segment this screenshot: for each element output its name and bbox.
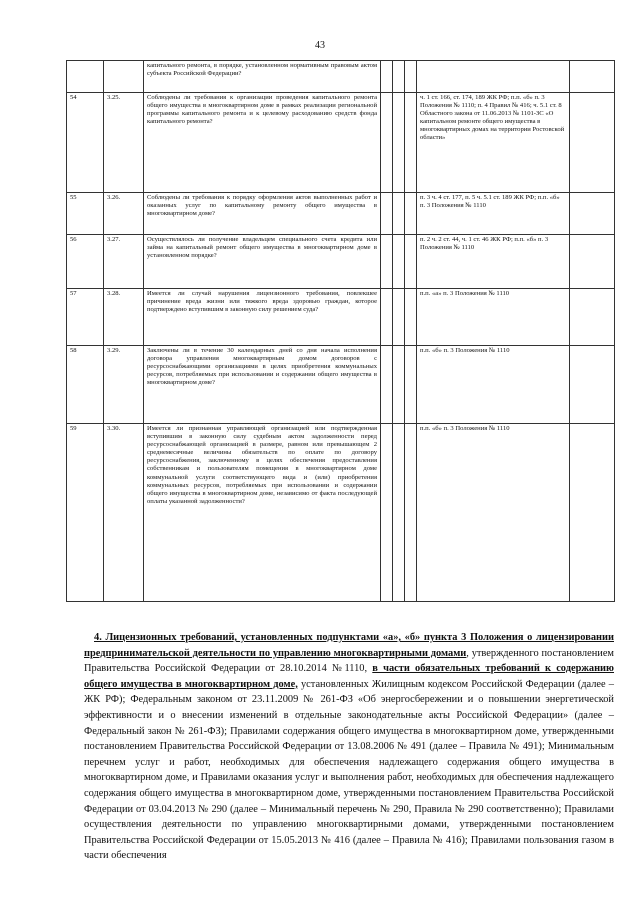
answer-yes-cell — [381, 61, 393, 93]
item-number-cell: 3.30. — [104, 424, 144, 602]
reference-cell: ч. 1 ст. 166, ст. 174, 189 ЖК РФ; п.п. «б» п. 3 Положения № 1110; п. 4 Правил № 416; ч. 5.1 ст. 8 Областного закона от 11.06.2013 № 1101-ЗС «О капитальном ремонте общего имущества в многоквартирных домах на территории Ростовской области» — [417, 93, 570, 193]
table-row — [67, 93, 615, 193]
table-row — [67, 235, 615, 289]
answer-no-cell — [393, 346, 405, 424]
note-cell — [570, 61, 615, 93]
note-cell — [570, 93, 615, 193]
table-row — [67, 193, 615, 235]
section-4-emphasis: в части обязательных требований к содержанию общего имущества в многоквартирном доме, — [84, 663, 614, 690]
reference-cell: п.п. «б» п. 3 Положения № 1110 — [417, 346, 570, 424]
answer-no-cell — [393, 61, 405, 93]
answer-no-cell — [393, 193, 405, 235]
item-number-cell: 3.25. — [104, 93, 144, 193]
answer-na-cell — [405, 235, 417, 289]
note-cell — [570, 289, 615, 346]
answer-yes-cell — [381, 424, 393, 602]
reference-cell: п.п. «а» п. 3 Положения № 1110 — [417, 289, 570, 346]
question-cell: Имеется ли случай нарушения лицензионного требования, повлекшее причинение вреда жизни или тяжкого вреда здоровью граждан, которое подтверждено вступившим в законную силу решением суда? — [144, 289, 381, 346]
row-number-cell: 56 — [67, 235, 104, 289]
answer-yes-cell — [381, 235, 393, 289]
answer-yes-cell — [381, 346, 393, 424]
row-number-cell: 55 — [67, 193, 104, 235]
reference-cell: п.п. «б» п. 3 Положения № 1110 — [417, 424, 570, 602]
item-number-cell — [104, 61, 144, 93]
section-4 — [84, 630, 614, 864]
reference-cell: п. 3 ч. 4 ст. 177, п. 5 ч. 5.1 ст. 189 ЖК РФ; п.п. «б» п. 3 Положения № 1110 — [417, 193, 570, 235]
answer-na-cell — [405, 193, 417, 235]
section-4-heading: 4. Лицензионных требований, установленных подпунктами «а», «б» пункта 3 Положения о лицензировании предпринимательской деятельности по управлению многоквартирными домами — [84, 632, 614, 659]
answer-na-cell — [405, 93, 417, 193]
reference-cell: п. 2 ч. 2 ст. 44, ч. 1 ст. 46 ЖК РФ; п.п. «б» п. 3 Положения № 1110 — [417, 235, 570, 289]
table-row — [67, 424, 615, 602]
question-cell: Соблюдены ли требования к организации проведения капитального ремонта общего имущества в многоквартирном доме в рамках реализации региональной программы капитального ремонта и к целевому расходованию средств фонда капитального ремонта? — [144, 93, 381, 193]
answer-yes-cell — [381, 93, 393, 193]
row-number-cell — [67, 61, 104, 93]
answer-yes-cell — [381, 193, 393, 235]
answer-na-cell — [405, 346, 417, 424]
note-cell — [570, 424, 615, 602]
answer-no-cell — [393, 93, 405, 193]
question-cell: Имеется ли признанная управляющей организацией или подтвержденная вступившим в законную силу судебным актом задолженности перед ресурсоснабжающей организацией в размере, равном или превышающем 2 среднемесячные величины обязательств по оплате по договору ресурсоснабжения, заключенному в целях обеспечения предоставления собственникам и пользователям помещения в многоквартирном доме коммунальной услуги соответствующего вида и (или) приобретения коммунальных ресурсов, потребляемых при использовании и содержании общего имущества в многоквартирном доме, независимо от факта последующей оплаты указанной задолженности? — [144, 424, 381, 602]
item-number-cell: 3.28. — [104, 289, 144, 346]
note-cell — [570, 235, 615, 289]
row-number-cell: 58 — [67, 346, 104, 424]
answer-na-cell — [405, 61, 417, 93]
row-number-cell: 54 — [67, 93, 104, 193]
table-row — [67, 346, 615, 424]
question-cell: Соблюдены ли требования к порядку оформления актов выполненных работ и оказанных услуг по капитальному ремонту общего имущества в многоквартирном доме? — [144, 193, 381, 235]
answer-na-cell — [405, 424, 417, 602]
section-4-paragraph — [84, 630, 614, 864]
row-number-cell: 59 — [67, 424, 104, 602]
answer-no-cell — [393, 235, 405, 289]
row-number-cell: 57 — [67, 289, 104, 346]
note-cell — [570, 193, 615, 235]
item-number-cell: 3.26. — [104, 193, 144, 235]
reference-cell — [417, 61, 570, 93]
question-cell: Осуществлялось ли получение владельцем специального счета кредита или займа на капитальный ремонт общего имущества в многоквартирном доме в установленном порядке? — [144, 235, 381, 289]
answer-na-cell — [405, 289, 417, 346]
page-number: 43 — [315, 40, 325, 51]
checklist-table — [66, 60, 615, 602]
question-cell: Заключены ли в течение 30 календарных дней со дня начала исполнения договора управления многоквартирным домом договоров с ресурсоснабжающими организациями в целях приобретения коммунальных ресурсов, потребляемых при использовании и содержании общего имущества в многоквартирном доме? — [144, 346, 381, 424]
answer-yes-cell — [381, 289, 393, 346]
item-number-cell: 3.27. — [104, 235, 144, 289]
answer-no-cell — [393, 424, 405, 602]
item-number-cell: 3.29. — [104, 346, 144, 424]
section-4-text-b: установленных Жилищным кодексом Российской Федерации (далее – ЖК РФ); Федеральным законом от 23.11.2009 № 261-ФЗ «Об энергосбережении и о повышении энергетической эффективности и о внесении изменений в отдельные законодательные акты Российской Федерации» (далее – Федеральный закон № 261-ФЗ); Правилами содержания общего имущества в многоквартирном доме, утвержденными постановлением Правительства Российской Федерации от 13.08.2006 № 491 (далее – Правила № 491); Минимальным перечнем услуг и работ, необходимых для обеспечения надлежащего содержания общего имущества в многоквартирном доме, и Правилами оказания услуг и выполнения работ, необходимых для обеспечения надлежащего содержания общего имущества в многоквартирном доме, утвержденными постановлением Правительства Российской Федерации от 03.04.2013 № 290 (далее – Минимальный перечень № 290, Правила № 290 соответственно); Правилами осуществления деятельности по управлению многоквартирными домами, утвержденными постановлением Правительства Российской Федерации от 15.05.2013 № 416 (далее – Правила № 416); Правилами пользования газом в части обеспечения — [84, 678, 615, 862]
note-cell — [570, 346, 615, 424]
answer-no-cell — [393, 289, 405, 346]
table-row — [67, 289, 615, 346]
section-4-text-a: , утвержденного постановлением Правительства Российской Федерации от 28.10.2014 №1110, — [84, 647, 615, 675]
table-row — [67, 61, 615, 93]
question-cell: капитального ремонта, в порядке, установленном нормативным правовым актом субъекта Российской Федерации? — [144, 61, 381, 93]
